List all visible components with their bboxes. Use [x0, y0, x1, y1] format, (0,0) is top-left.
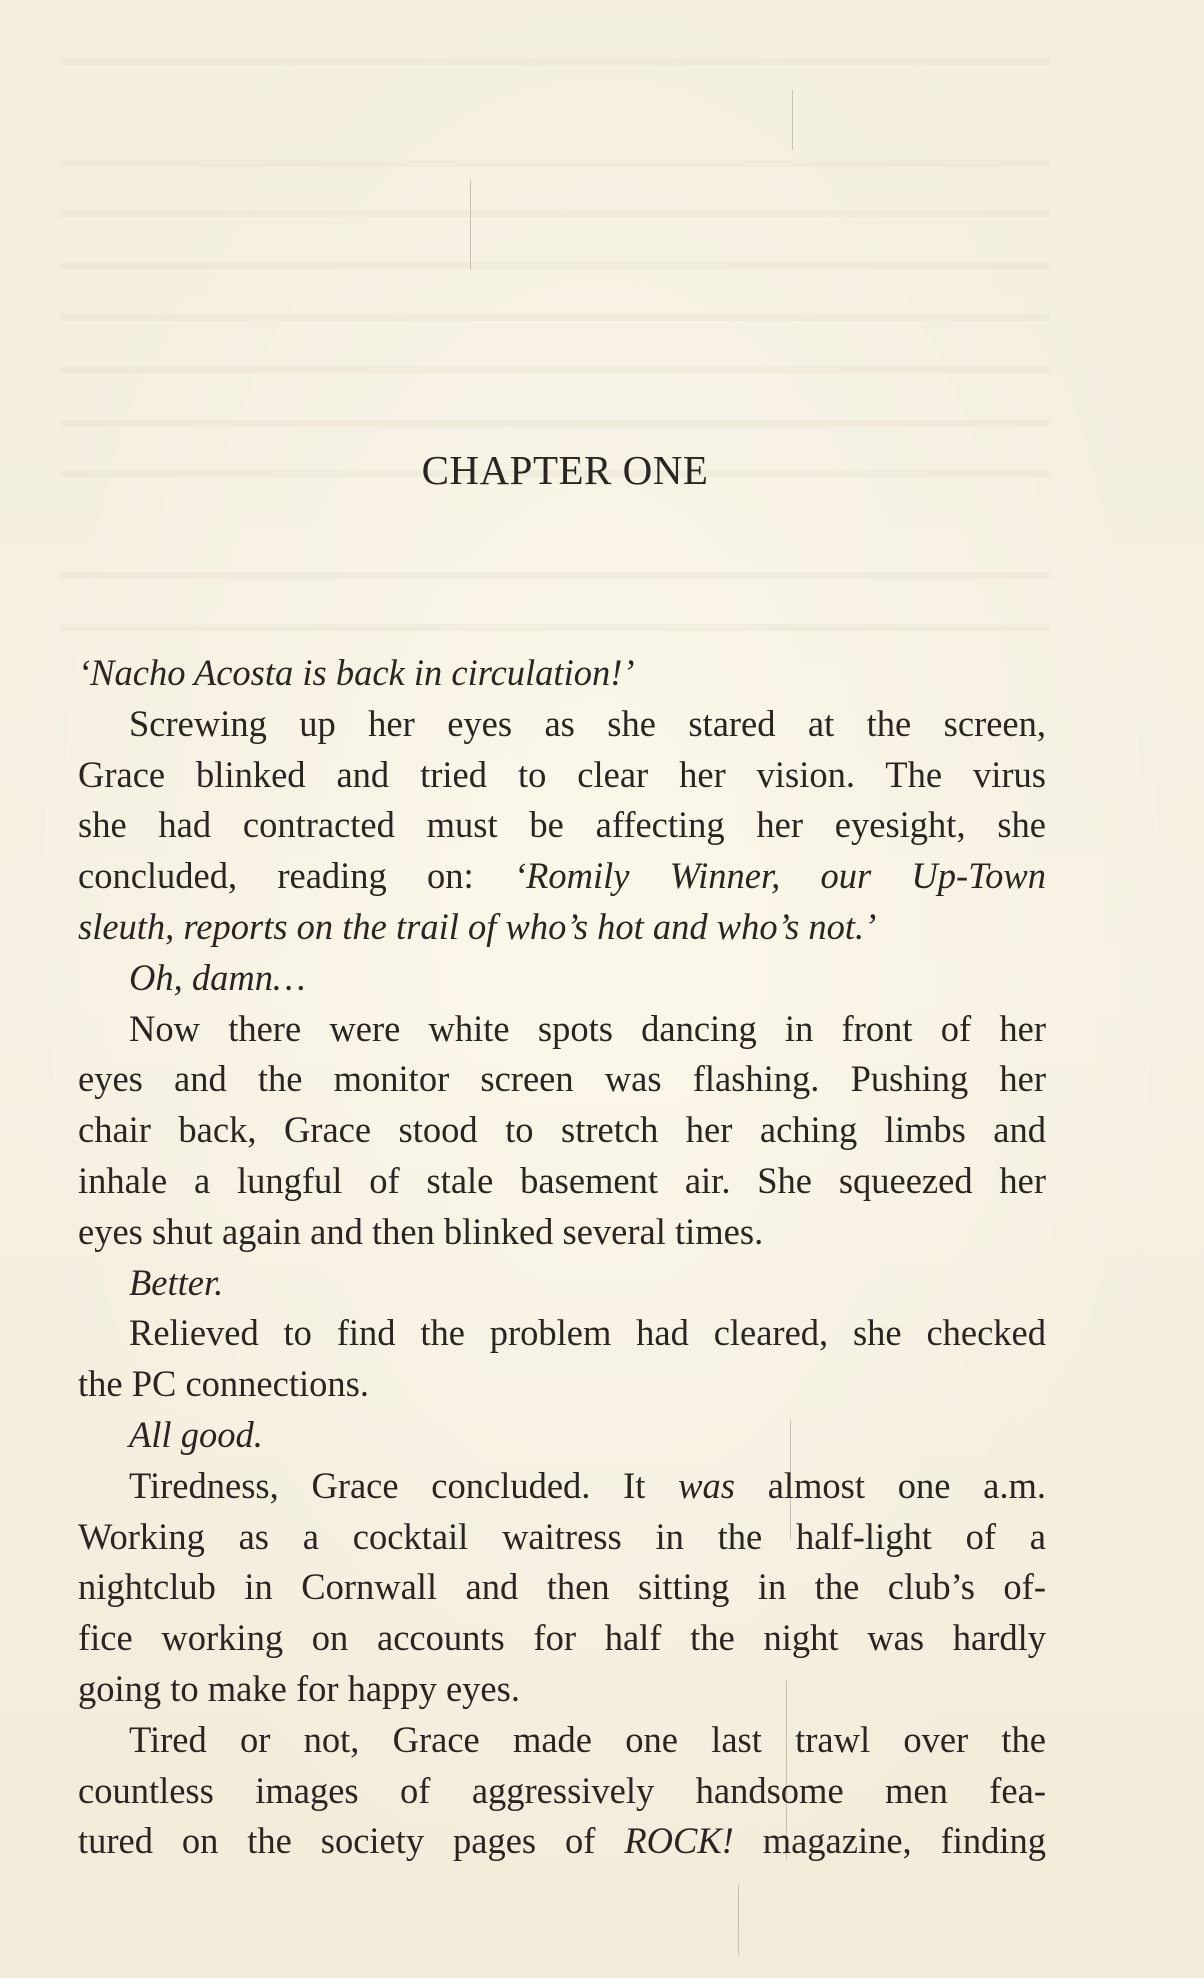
show-through-line — [60, 572, 1050, 579]
paragraph — [78, 1004, 1046, 1258]
text-run: inhale a lungful of stale basement air. She squeezed her — [78, 1159, 1046, 1201]
text-line — [78, 800, 1046, 851]
text-run: Relieved to find the problem had cleared, she checked — [129, 1312, 1046, 1354]
text-run: almost one a.m. — [734, 1464, 1046, 1506]
text-line — [78, 1562, 1046, 1613]
text-line — [78, 1461, 1046, 1512]
paragraph — [78, 699, 1046, 953]
text-line — [78, 1105, 1046, 1156]
show-through-line — [60, 210, 1050, 217]
text-line — [78, 1308, 1046, 1359]
text-run: Grace blinked and tried to clear her vision. The virus — [78, 753, 1046, 795]
show-through-line — [60, 160, 1050, 167]
show-through-line — [60, 262, 1050, 269]
paper-crease — [792, 90, 793, 150]
text-line — [78, 953, 1046, 1004]
text-line — [78, 1766, 1046, 1817]
text-run: the PC connections. — [78, 1363, 369, 1405]
italic-text: was — [678, 1464, 735, 1506]
paragraph — [78, 1410, 1046, 1461]
show-through-line — [60, 314, 1050, 321]
show-through-line — [60, 420, 1050, 427]
paragraph — [78, 648, 1046, 699]
text-line — [78, 851, 1046, 902]
text-line — [78, 1613, 1046, 1664]
italic-text: ‘Nacho Acosta is back in circulation!’ — [78, 652, 635, 693]
italic-text: Oh, damn… — [129, 956, 306, 998]
text-run: tured on the society pages of — [78, 1820, 625, 1862]
text-line — [78, 648, 1046, 699]
text-line — [78, 699, 1046, 750]
italic-text: ‘Romily Winner, our Up-Town — [513, 855, 1046, 897]
text-run: going to make for happy eyes. — [78, 1667, 520, 1709]
paper-crease — [470, 180, 471, 270]
text-line — [78, 1410, 1046, 1461]
paragraph — [78, 1258, 1046, 1309]
paragraph — [78, 953, 1046, 1004]
text-line — [78, 902, 1046, 953]
text-line — [78, 1359, 1046, 1410]
text-run: Tired or not, Grace made one last trawl over the — [129, 1718, 1046, 1760]
italic-text: ROCK! — [624, 1820, 734, 1862]
show-through-line — [60, 624, 1050, 631]
text-line — [78, 1004, 1046, 1055]
text-run: magazine, finding — [733, 1820, 1047, 1862]
text-run: Working as a cocktail waitress in the half-light of a — [78, 1515, 1046, 1557]
text-run: she had contracted must be affecting her eyesight, she — [78, 804, 1046, 846]
italic-text: sleuth, reports on the trail of who’s hot and who’s not.’ — [78, 905, 877, 947]
text-run: Screwing up her eyes as she stared at the screen, — [129, 702, 1046, 744]
italic-text: All good. — [129, 1413, 263, 1455]
text-line — [78, 1258, 1046, 1309]
text-run: Tiredness, Grace concluded. It — [129, 1464, 679, 1506]
text-line — [78, 1715, 1046, 1766]
text-run: eyes and the monitor screen was flashing. Pushing her — [78, 1058, 1046, 1100]
text-line — [78, 750, 1046, 801]
text-run: fice working on accounts for half the night was hardly — [78, 1617, 1046, 1659]
text-run: Now there were white spots dancing in front of her — [129, 1007, 1046, 1049]
text-line — [78, 1816, 1046, 1867]
show-through-line — [60, 58, 1050, 65]
chapter-body — [78, 648, 1046, 1867]
text-run: concluded, reading on: — [78, 855, 514, 897]
text-run: nightclub in Cornwall and then sitting in the club’s of- — [78, 1566, 1046, 1608]
italic-text: Better. — [129, 1261, 224, 1303]
show-through-line — [60, 366, 1050, 373]
text-line — [78, 1512, 1046, 1563]
text-line — [78, 1664, 1046, 1715]
text-line — [78, 1054, 1046, 1105]
text-run: eyes shut again and then blinked several times. — [78, 1210, 764, 1252]
text-run: countless images of aggressively handsome men fea- — [78, 1769, 1046, 1811]
text-line — [78, 1156, 1046, 1207]
paragraph — [78, 1715, 1046, 1867]
chapter-title: CHAPTER ONE — [421, 447, 709, 493]
paragraph — [78, 1461, 1046, 1715]
text-run: chair back, Grace stood to stretch her aching limbs and — [78, 1109, 1046, 1151]
paragraph — [78, 1308, 1046, 1410]
paper-crease — [738, 1885, 739, 1955]
text-line — [78, 1207, 1046, 1258]
